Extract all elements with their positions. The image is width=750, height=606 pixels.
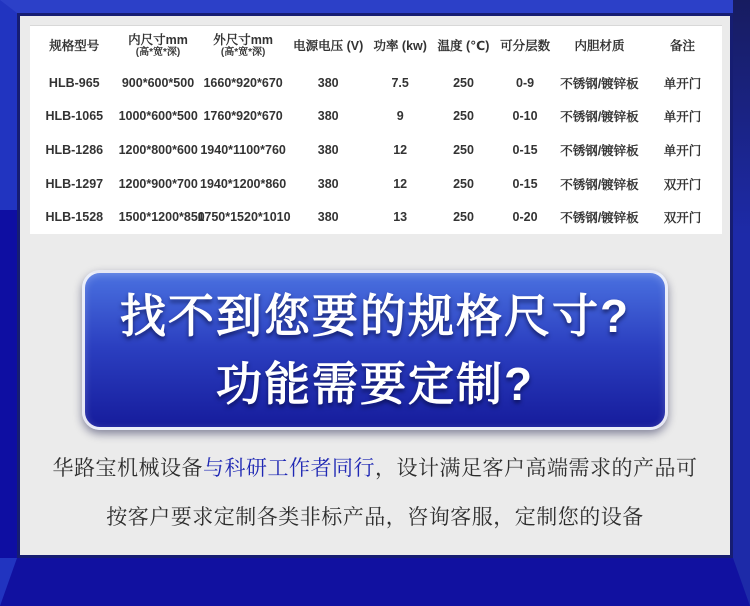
table-cell: 双开门 [663, 211, 702, 226]
header-line1: 备注 [670, 39, 696, 53]
table-cell: 双开门 [663, 177, 702, 192]
spec-table [30, 26, 722, 234]
table-cell: 380 [317, 176, 339, 191]
banner-line-1: 找不到您要的规格尺寸? [119, 290, 631, 342]
footer-line1-highlight: 与科研工作者同行 [203, 457, 375, 480]
table-cell: 不锈钢/镀锌板 [560, 110, 639, 125]
header-cell [289, 26, 368, 66]
spec-table-panel [30, 25, 722, 234]
table-cell: 250 [453, 176, 474, 191]
header-line2: (高*宽*深) [220, 47, 266, 58]
header-cell [494, 26, 556, 66]
footer-text [20, 444, 730, 542]
table-cell: 1940*1200*860 [200, 176, 287, 191]
footer-line-1 [20, 444, 730, 493]
table-cell: 1940*1100*760 [200, 142, 286, 157]
table-cell: 1500*1200*850 [118, 210, 205, 225]
table-cell: HLB-1528 [45, 210, 104, 225]
table-cell: 250 [453, 75, 474, 90]
table-cell: 0-9 [516, 75, 535, 90]
table-cell: 12 [393, 176, 408, 191]
header-cell [433, 26, 495, 66]
header-line1: 可分层数 [500, 39, 551, 53]
table-cell: 1200*800*600 [118, 142, 198, 157]
header-cell [30, 26, 119, 66]
content-area [17, 13, 733, 558]
table-cell: 单开门 [663, 76, 702, 91]
table-row [30, 133, 722, 167]
table-cell: 不锈钢/镀锌板 [560, 177, 639, 192]
footer-line1-prefix: 华路宝机械设备 [52, 457, 203, 480]
table-cell: HLB-965 [48, 75, 100, 90]
header-line1: 温度 (℃) [437, 39, 490, 53]
table-row [30, 66, 722, 100]
table-cell: 13 [393, 210, 408, 225]
header-cell [556, 26, 643, 66]
header-line1: 外尺寸mm [213, 33, 273, 47]
table-cell: 9 [396, 109, 404, 124]
table-cell: 单开门 [663, 110, 702, 125]
table-cell: 250 [453, 210, 474, 225]
table-cell: 900*600*500 [121, 75, 195, 90]
footer-line-2: 按客户要求定制各类非标产品，咨询客服，定制您的设备 [106, 506, 644, 529]
header-line1: 内胆材质 [574, 39, 625, 53]
custom-size-promo-banner[interactable] [82, 270, 668, 430]
header-line1: 内尺寸mm [128, 33, 188, 47]
header-line1: 功率 (kw) [373, 39, 427, 53]
table-cell: 380 [317, 109, 339, 124]
table-cell: 1660*920*670 [203, 75, 283, 90]
table-cell: 12 [393, 142, 408, 157]
table-header-row [30, 26, 722, 66]
spec-table-body [30, 66, 722, 234]
table-cell: 1200*900*700 [118, 176, 198, 191]
table-cell: 380 [317, 210, 339, 225]
table-cell: 0-15 [512, 142, 538, 157]
table-row [30, 167, 722, 201]
table-row [30, 200, 722, 234]
header-cell [197, 26, 288, 66]
table-cell: HLB-1297 [45, 176, 104, 191]
table-cell: 380 [317, 142, 339, 157]
table-cell: 不锈钢/镀锌板 [560, 76, 639, 91]
header-cell [119, 26, 198, 66]
table-cell: 不锈钢/镀锌板 [560, 211, 639, 226]
header-line2: (高*宽*深) [135, 47, 181, 58]
footer-line1-suffix: ，设计满足客户高端需求的产品可 [375, 457, 698, 480]
header-line1: 电源电压 (V) [293, 39, 364, 53]
table-row [30, 100, 722, 134]
header-line1: 规格型号 [49, 39, 100, 53]
frame-shade-right [733, 0, 750, 235]
table-cell: HLB-1286 [45, 142, 104, 157]
header-cell [643, 26, 722, 66]
frame-shade-left [0, 210, 17, 558]
table-cell: 0-15 [512, 176, 538, 191]
table-cell: 0-10 [512, 109, 538, 124]
table-cell: 1750*1520*1010 [197, 210, 291, 225]
table-cell: 250 [453, 142, 474, 157]
table-cell: 不锈钢/镀锌板 [560, 143, 639, 158]
header-cell [368, 26, 433, 66]
table-cell: 1000*600*500 [118, 109, 198, 124]
table-cell: 1760*920*670 [203, 109, 283, 124]
table-cell: 7.5 [391, 75, 409, 90]
table-cell: 单开门 [663, 143, 702, 158]
banner-line-2: 功能需要定制? [215, 358, 535, 410]
table-cell: 250 [453, 109, 474, 124]
table-cell: 380 [317, 75, 339, 90]
table-cell: 0-20 [512, 210, 538, 225]
table-cell: HLB-1065 [45, 109, 104, 124]
